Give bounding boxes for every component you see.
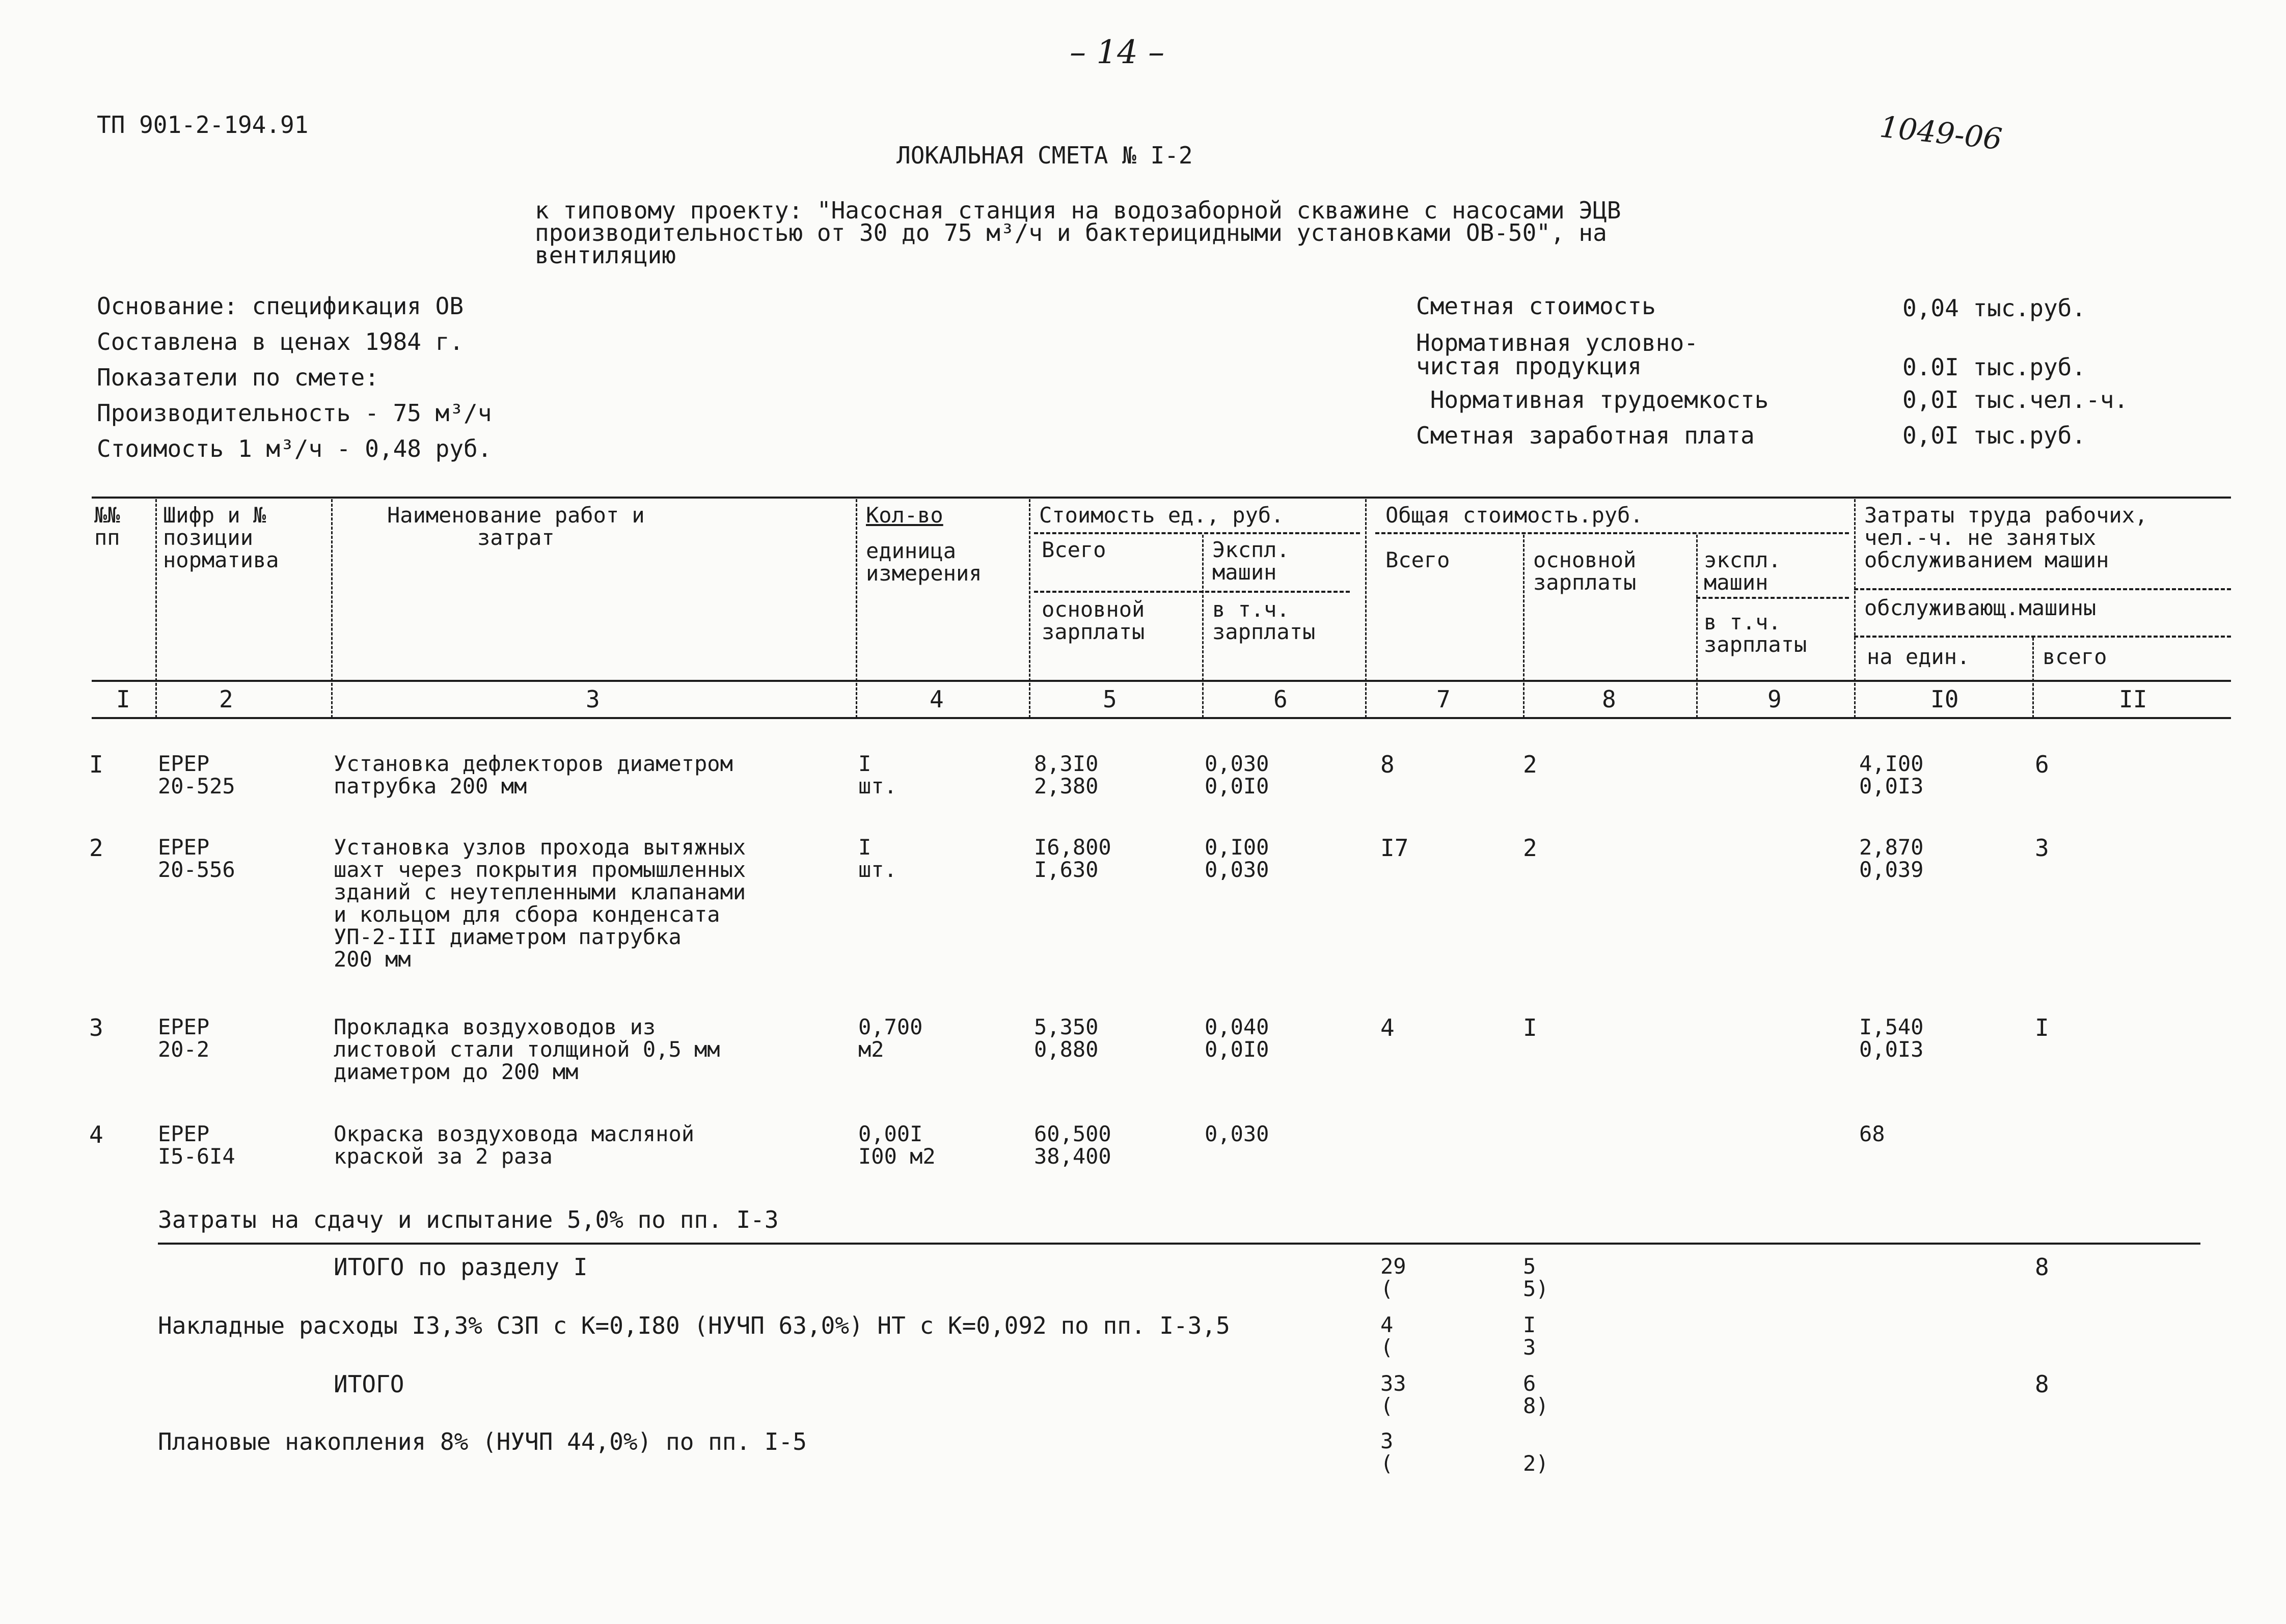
colnum-top-rule [92,680,2231,682]
header-labor-per-unit: на един. [1867,644,1970,669]
col-divider [1202,535,1204,718]
col-divider [2032,638,2034,718]
row-total-wages: I [1523,1014,1537,1041]
row-code: ЕРЕР 20-556 [158,835,235,882]
summary-wages: I 3 [1523,1312,1536,1360]
col-number: 7 [1436,685,1451,713]
col-number: 2 [219,685,233,713]
row-unit: 0,00I I00 м2 [858,1121,936,1169]
col-number: 9 [1767,685,1782,713]
row-unit: 0,700 м2 [858,1014,923,1062]
page-number: – 14 – [1070,34,1165,71]
subhead-rule [1696,597,1849,599]
handwritten-number: 1049-06 [1878,109,2004,157]
col-number: I [116,685,130,713]
summary-total: 29 ( [1380,1254,1406,1301]
row-labor-total: 3 [2035,834,2049,862]
row-total-wages: 2 [1523,751,1537,778]
subhead-rule [1854,588,2231,590]
table-top-rule [92,497,2231,499]
summary-total: 33 ( [1380,1371,1406,1418]
row-total-wages: 2 [1523,834,1537,862]
col-number: 4 [930,685,944,713]
summary-wages: 5 5) [1523,1254,1549,1301]
subhead-rule [1854,636,2231,638]
header-number: №№ пп [94,503,120,550]
col-number: II [2119,685,2147,713]
info-capacity: Производительность - 75 м³/ч [97,399,492,427]
row-number: 4 [89,1121,103,1148]
row-total: 4 [1380,1014,1395,1041]
page-title: ЛОКАЛЬНАЯ СМЕТА № I-2 [896,142,1193,169]
header-labor-mid: обслуживающ.машины [1864,595,2097,620]
header-total: Всего [1385,547,1450,572]
header-name: Наименование работ и затрат [387,503,645,550]
col-divider [331,499,333,718]
info-value: 0,0I тыс.чел.-ч. [1902,386,2129,414]
row-total: I7 [1380,834,1409,862]
info-label: Сметная заработная плата [1416,422,1755,449]
row-unit: I шт. [858,835,897,882]
row-unit-machines: 0,I00 0,030 [1205,835,1269,882]
col-divider [856,499,857,718]
col-divider [155,499,157,718]
header-code: Шифр и № позиции норматива [163,503,279,572]
summary-total: 4 ( [1380,1312,1394,1360]
info-basis: Основание: спецификация ОВ [97,292,464,320]
row-labor-total: 6 [2035,751,2049,778]
row-labor-per-unit: 68 [1859,1121,1885,1146]
col-number: 6 [1273,685,1288,713]
info-label: Сметная стоимость [1416,292,1656,320]
row-unit-cost: 5,350 0,880 [1034,1014,1099,1062]
subtitle-line: к типовому проекту: "Насосная станция на водозаборной скважине с насосами ЭЦВ [535,197,1621,224]
col-divider [1854,499,1856,718]
col-number: I0 [1930,685,1959,713]
col-divider [1365,499,1367,718]
summary-labor: 8 [2035,1370,2049,1398]
row-labor-per-unit: 4,I00 0,0I3 [1859,751,1924,799]
header-unit-wages: основной зарплаты [1042,597,1145,644]
summary-label: ИТОГО [334,1370,404,1398]
header-unit-machine-wages: в т.ч. зарплаты [1212,597,1316,644]
row-labor-total: I [2035,1014,2049,1041]
header-unit: единица измерения [866,538,982,586]
info-label: Нормативная условно- чистая продукция [1416,329,1698,380]
row-name: Окраска воздуховода масляной краской за 2 раза [334,1121,695,1169]
info-prices: Составлена в ценах 1984 г. [97,328,464,355]
header-labor-top: Затраты труда рабочих, чел.-ч. не занятых обслуживанием машин [1864,503,2148,572]
row-unit-machines: 0,030 0,0I0 [1205,751,1269,799]
info-indicators: Показатели по смете: [97,364,379,391]
row-number: 3 [89,1014,103,1041]
header-unit-total: Всего [1042,537,1106,562]
row-name: Установка дефлекторов диаметром патрубка 200 мм [334,751,733,799]
row-code: ЕРЕР I5-6I4 [158,1121,235,1169]
info-label: Нормативная трудоемкость [1416,386,1769,414]
subhead-rule [1375,532,1849,534]
summary-labor: 8 [2035,1253,2049,1281]
header-unit-machines: Экспл. машин [1212,537,1290,585]
row-unit-machines: 0,030 [1205,1121,1269,1146]
col-divider [1523,535,1525,718]
info-value: 0,0I тыс.руб. [1902,422,2086,449]
subhead-rule [1034,532,1360,534]
subtitle-line: производительностью от 30 до 75 м³/ч и бактерицидными установками ОВ-50", на [535,219,1607,246]
row-labor-per-unit: 2,870 0,039 [1859,835,1924,882]
row-number: I [89,751,103,778]
row-code: ЕРЕР 20-2 [158,1014,210,1062]
row-unit-cost: 60,500 38,400 [1034,1121,1111,1169]
summary-wages: 2) [1523,1451,1549,1476]
summary-label: Накладные расходы I3,3% СЗП с К=0,I80 (НУЧП 63,0%) НТ с К=0,092 по пп. I-3,5 [158,1312,1230,1339]
header-unit-cost-top: Стоимость ед., руб. [1039,503,1284,528]
summary-total: 3 ( [1380,1428,1394,1476]
subtitle-line: вентиляцию [535,241,676,269]
info-value: 0,04 тыс.руб. [1902,294,2086,322]
row-unit: I шт. [858,751,897,799]
info-value: 0.0I тыс.руб. [1902,353,2086,381]
summary-rule [158,1243,2200,1245]
row-number: 2 [89,834,103,862]
header-total-wages: основной зарплаты [1533,547,1637,595]
row-unit-cost: I6,800 I,630 [1034,835,1111,882]
col-number: 3 [586,685,600,713]
col-number: 8 [1602,685,1616,713]
colnum-bottom-rule [92,717,2231,719]
row-code: ЕРЕР 20-525 [158,751,235,799]
row-name: Прокладка воздуховодов из листовой стали толщиной 0,5 мм диаметром до 200 мм [334,1014,720,1084]
header-total-machines: экспл. машин [1704,547,1781,595]
header-total-machine-wages: в т.ч. зарплаты [1704,610,1807,657]
header-total-cost-top: Общая стоимость.руб. [1385,503,1643,528]
summary-label: ИТОГО по разделу I [334,1253,588,1281]
header-labor-total: всего [2043,644,2107,669]
row-labor-per-unit: I,540 0,0I3 [1859,1014,1924,1062]
col-divider [1696,535,1698,718]
row-unit-machines: 0,040 0,0I0 [1205,1014,1269,1062]
doc-code: ТП 901-2-194.91 [97,111,309,139]
row-name: Установка узлов прохода вытяжных шахт через покрытия промышленных зданий с неутепленными клапанами и кольцом для сбора конденсата УП-2-III диаметром патрубка 200 мм [334,835,746,972]
summary-wages: 6 8) [1523,1371,1549,1418]
row-unit-cost: 8,3I0 2,380 [1034,751,1099,799]
test-costs-line: Затраты на сдачу и испытание 5,0% по пп. I-3 [158,1206,779,1233]
summary-label: Плановые накопления 8% (НУЧП 44,0%) по пп. I-5 [158,1428,807,1455]
col-number: 5 [1103,685,1117,713]
info-unit-cost: Стоимость 1 м³/ч - 0,48 руб. [97,435,492,462]
header-qty-top: Кол-во [866,503,943,528]
row-total: 8 [1380,751,1395,778]
col-divider [1029,499,1030,718]
subhead-rule [1034,591,1350,593]
